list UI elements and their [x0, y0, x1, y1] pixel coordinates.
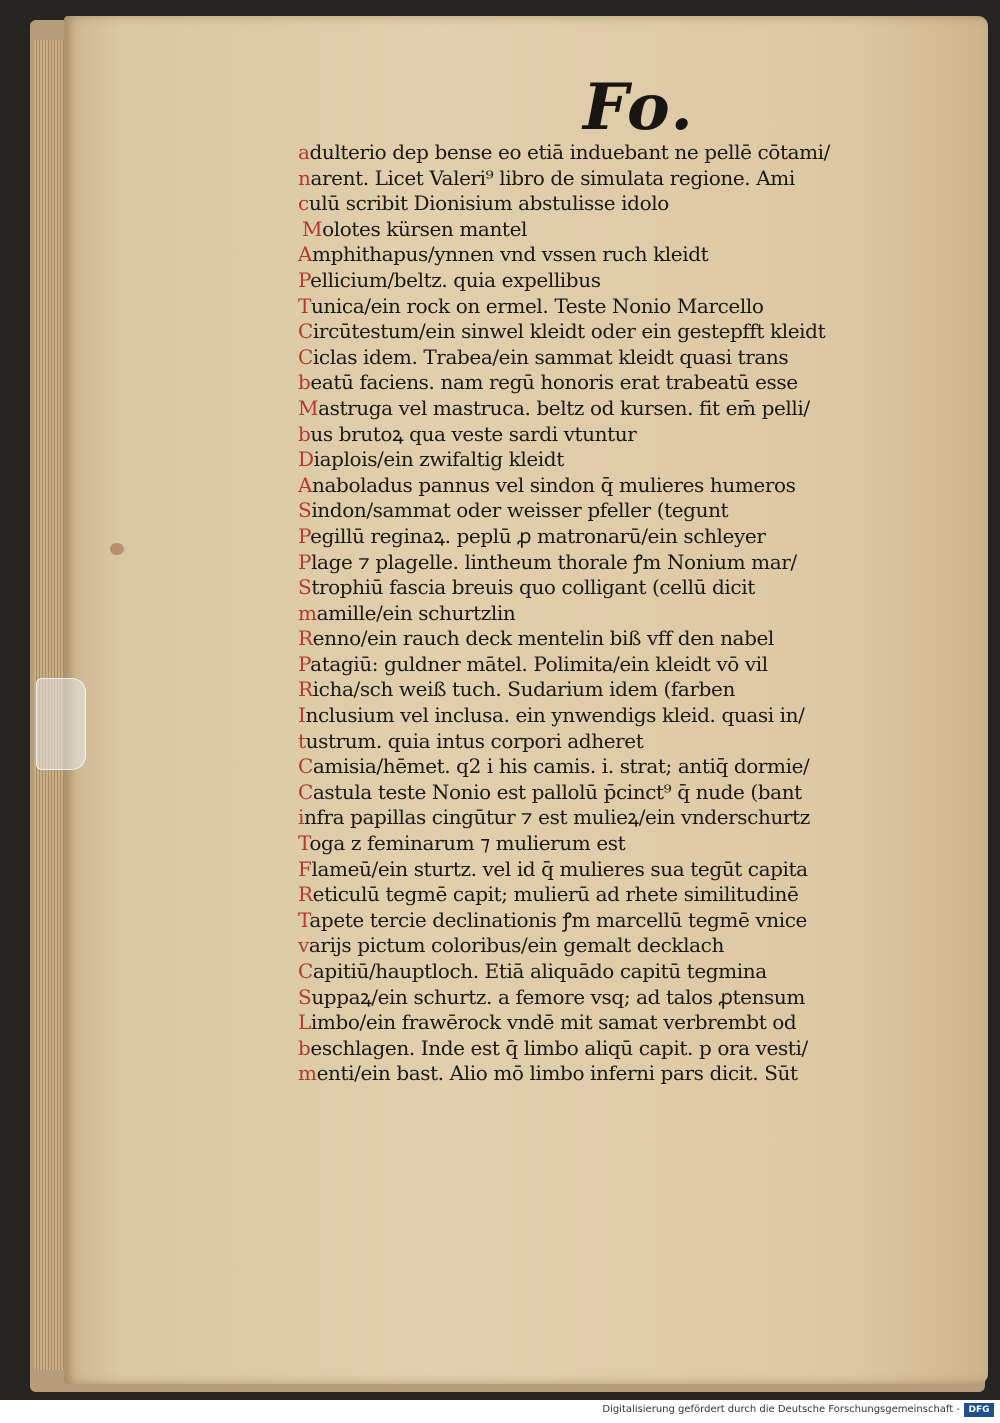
text-line: Richa/sch weiß tuch. Sudarium idem (farben: [298, 677, 735, 702]
text-line: Toga z feminarum ⁊ mulierum est: [298, 831, 626, 856]
stain-spot: [110, 543, 124, 555]
rubric-initial: S: [298, 498, 312, 523]
rubric-initial: I: [298, 703, 306, 728]
rubric-initial: T: [298, 907, 310, 932]
rubric-initial: c: [298, 191, 309, 216]
rubric-initial: D: [298, 447, 314, 472]
text-line: Castula teste Nonio est pallolū p̄cinct⁹ q̄ nude (bant: [298, 779, 802, 804]
text-line: beschlagen. Inde est q̄ limbo aliqū capit. p ora vesti/: [298, 1035, 808, 1060]
text-line: beatū faciens. nam regū honoris erat trabeatū esse: [298, 370, 798, 395]
rubric-initial: C: [298, 779, 313, 804]
rubric-initial: S: [298, 575, 312, 600]
text-line: Circūtestum/ein sinwel kleidt oder ein gestepfft kleidt: [298, 319, 826, 344]
text-line: varijs pictum coloribus/ein gemalt decklach: [298, 933, 724, 958]
rubric-initial: M: [302, 216, 323, 241]
rubric-initial: T: [298, 831, 310, 856]
text-line: Patagiū: guldner mātel. Polimita/ein kleidt vō vil: [298, 651, 768, 676]
rubric-initial: R: [298, 677, 313, 702]
text-line: culū scribit Dionisium abstulisse idolo: [298, 191, 669, 216]
footer-bar: [0, 1400, 1000, 1423]
rubric-initial: S: [298, 984, 312, 1009]
text-line: Limbo/ein frawērock vndē mit samat verbrembt od: [298, 1010, 797, 1035]
text-line: Pegillū reginaꝝ. peplū ꝓ matronarū/ein schleyer: [298, 523, 766, 548]
rubric-initial: m: [298, 600, 317, 625]
text-line: Inclusium vel inclusa. ein ynwendigs kleid. quasi in/: [298, 703, 805, 728]
text-line: Capitiū/hauptloch. Etiā aliquādo capitū tegmina: [298, 959, 767, 983]
text-line: Renno/ein rauch deck mentelin biß vff den nabel: [298, 626, 774, 651]
text-line: Plage ⁊ plagelle. lintheum thorale ꝭm Nonium mar/: [298, 549, 797, 574]
rubric-initial: i: [298, 805, 304, 830]
text-line: Tunica/ein rock on ermel. Teste Nonio Marcello: [298, 293, 764, 318]
rubric-initial: t: [298, 728, 306, 753]
rubric-initial: b: [298, 1035, 311, 1060]
text-block: [298, 140, 910, 1087]
rubric-initial: a: [298, 140, 310, 164]
dfg-logo: DFG: [964, 1403, 994, 1417]
rubric-initial: C: [298, 754, 313, 779]
rubric-initial: P: [298, 523, 311, 548]
text-line: Strophiū fascia breuis quo colligant (cellū dicit: [298, 575, 755, 600]
rubric-initial: R: [298, 626, 313, 651]
rubric-initial: n: [298, 165, 311, 190]
rubric-initial: b: [298, 421, 311, 446]
text-line: tustrum. quia intus corpori adheret: [298, 728, 644, 753]
text-line: Tapete tercie declinationis ꝭm marcellū tegmē vnice: [298, 907, 807, 932]
text-line: narent. Licet Valeri⁹ libro de simulata regione. Ami: [298, 165, 795, 190]
page-clip: [36, 678, 86, 770]
text-line: Sindon/sammat oder weisser pfeller (tegunt: [298, 498, 729, 523]
rubric-initial: C: [298, 959, 313, 983]
text-line: Amphithapus/ynnen vnd vssen ruch kleidt: [298, 242, 709, 267]
text-line: Anaboladus pannus vel sindon q̄ mulieres humeros: [298, 472, 796, 497]
text-line: Molotes kürsen mantel: [302, 216, 528, 241]
text-line: Mastruga vel mastruca. beltz od kursen. fit em̄ pelli/: [298, 395, 810, 420]
text-line: bus brutoꝝ qua veste sardi vtuntur: [298, 421, 637, 446]
text-line: menti/ein bast. Alio mō limbo inferni pars dicit. Sūt: [298, 1061, 798, 1086]
text-line: mamille/ein schurtzlin: [298, 600, 516, 625]
folio-heading: Fo.: [583, 70, 695, 145]
rubric-initial: P: [298, 549, 312, 574]
rubric-initial: P: [298, 267, 311, 292]
rubric-initial: C: [298, 319, 313, 344]
text-line: Diaplois/ein zwifaltig kleidt: [298, 447, 564, 472]
text-line: adulterio dep bense eo etiā induebant ne pellē cōtami/: [298, 140, 831, 164]
rubric-initial: L: [298, 1010, 311, 1035]
rubric-initial: P: [298, 651, 311, 676]
rubric-initial: C: [298, 344, 313, 369]
rubric-initial: F: [298, 856, 312, 881]
text-line: Camisia/hēmet. q2 i his camis. i. strat; antiq̄ dormie/: [298, 754, 810, 779]
rubric-initial: R: [298, 882, 313, 907]
rubric-initial: M: [298, 395, 319, 420]
rubric-initial: v: [298, 933, 309, 958]
text-line: Ciclas idem. Trabea/ein sammat kleidt quasi trans: [298, 344, 789, 369]
text-line: Pellicium/beltz. quia expellibus: [298, 267, 601, 292]
footer-credit: Digitalisierung gefördert durch die Deutsche Forschungsgemeinschaft -: [602, 1404, 960, 1415]
rubric-initial: A: [298, 472, 313, 497]
rubric-initial: b: [298, 370, 311, 395]
text-line: Reticulū tegmē capit; mulierū ad rhete similitudinē: [298, 882, 799, 907]
rubric-initial: m: [298, 1061, 317, 1086]
rubric-initial: A: [298, 242, 313, 267]
text-line: Suppaꝝ/ein schurtz. a femore vsq; ad talos ꝓtensum: [298, 984, 805, 1009]
text-line: Flameū/ein sturtz. vel id q̄ mulieres sua tegūt capita: [298, 856, 808, 881]
rubric-initial: T: [298, 293, 311, 318]
text-line: infra papillas cingūtur ⁊ est mulieꝝ/ein vnderschurtz: [298, 805, 810, 830]
